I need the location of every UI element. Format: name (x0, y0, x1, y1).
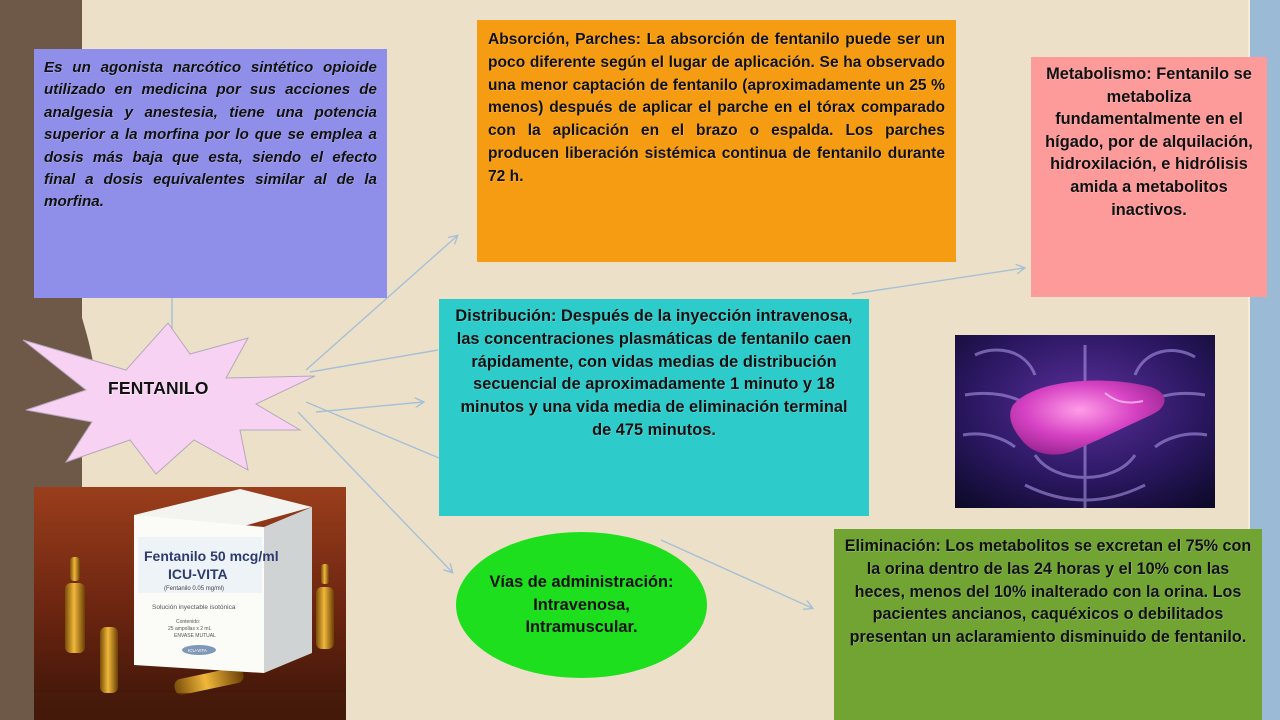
arrow-to-distribucion (310, 350, 438, 372)
box-side (264, 507, 312, 673)
product-photo (34, 487, 346, 720)
absorcion-box (477, 20, 956, 262)
distribucion-text: Distribución: Después de la inyección intravenosa, las concentraciones plasmáticas de fentanilo caen rápidamente, con vidas medias de distribución secuencial de aproximadamente 1 minuto y 18 minutos y una vida media de eliminación terminal de 475 minutos. (455, 307, 853, 439)
box-label-band (138, 537, 262, 593)
eliminacion-box (834, 529, 1262, 720)
box-brand: Fentanilo 50 mcg/ml (144, 548, 279, 564)
arrow-to-metabolismo (852, 268, 1024, 294)
box-solution: Solución inyectable isotónica (152, 604, 236, 611)
eliminacion-text: Eliminación: Los metabolitos se excretan el 75% con la orina dentro de las 24 horas y el 10% con las heces, menos del 10% inalterado con la orina. Los pacientes ancianos, caquéxicos o debilitados presentan un aclaramiento disminuido de fentanilo. (844, 537, 1252, 647)
box-ampoules: 25 ampollas x 2 mL (168, 626, 212, 632)
vias-ellipse (456, 532, 707, 678)
ampoule-front-left (100, 627, 118, 693)
absorcion-text: Absorción, Parches: La absorción de fentanilo puede ser un poco diferente según el lugar de aplicación. Se ha observado una menor captación de fentanilo (aproximadamente un 25 % menos) después de aplicar el parche en el tórax comparado con la aplicación en el brazo o espalda. Los parches producen liberación sistémica continua de fentanilo durante 72 h. (488, 31, 945, 185)
metabolismo-text: Metabolismo: Fentanilo se metaboliza fundamentalmente en el hígado, por de alquilación, hidroxilación, e hidrólisis amida a metabolitos inactivos. (1045, 65, 1253, 219)
arrow-to-distribucion-lower (316, 402, 423, 412)
box-content: Contenido: (176, 619, 201, 625)
intro-box (34, 49, 387, 298)
liver-illustration (955, 335, 1215, 508)
intro-text: Es un agonista narcótico sintético opioide utilizado en medicina por sus acciones de analgesia y anestesia, tiene una potencia superior a la morfina por lo que se emplea a dosis más baja que esta, siendo el efecto final a dosis equivalentes similar al de la morfina. (44, 59, 377, 211)
box-subtitle: (Fentanilo 0.05 mg/ml) (164, 586, 225, 592)
center-label: FENTANILO (108, 378, 209, 398)
metabolismo-box (1031, 57, 1267, 297)
vias-title: Vías de administración: (489, 573, 674, 592)
box-maker: ICU-VITA (168, 566, 228, 582)
box-logo-text: ICU-VITA (188, 648, 207, 653)
box-package: ENVASE MUTUAL (174, 633, 216, 639)
arrow-to-eliminacion-start (306, 402, 439, 458)
distribucion-box (439, 299, 869, 516)
vias-routes: Intravenosa, Intramuscular. (525, 595, 638, 637)
